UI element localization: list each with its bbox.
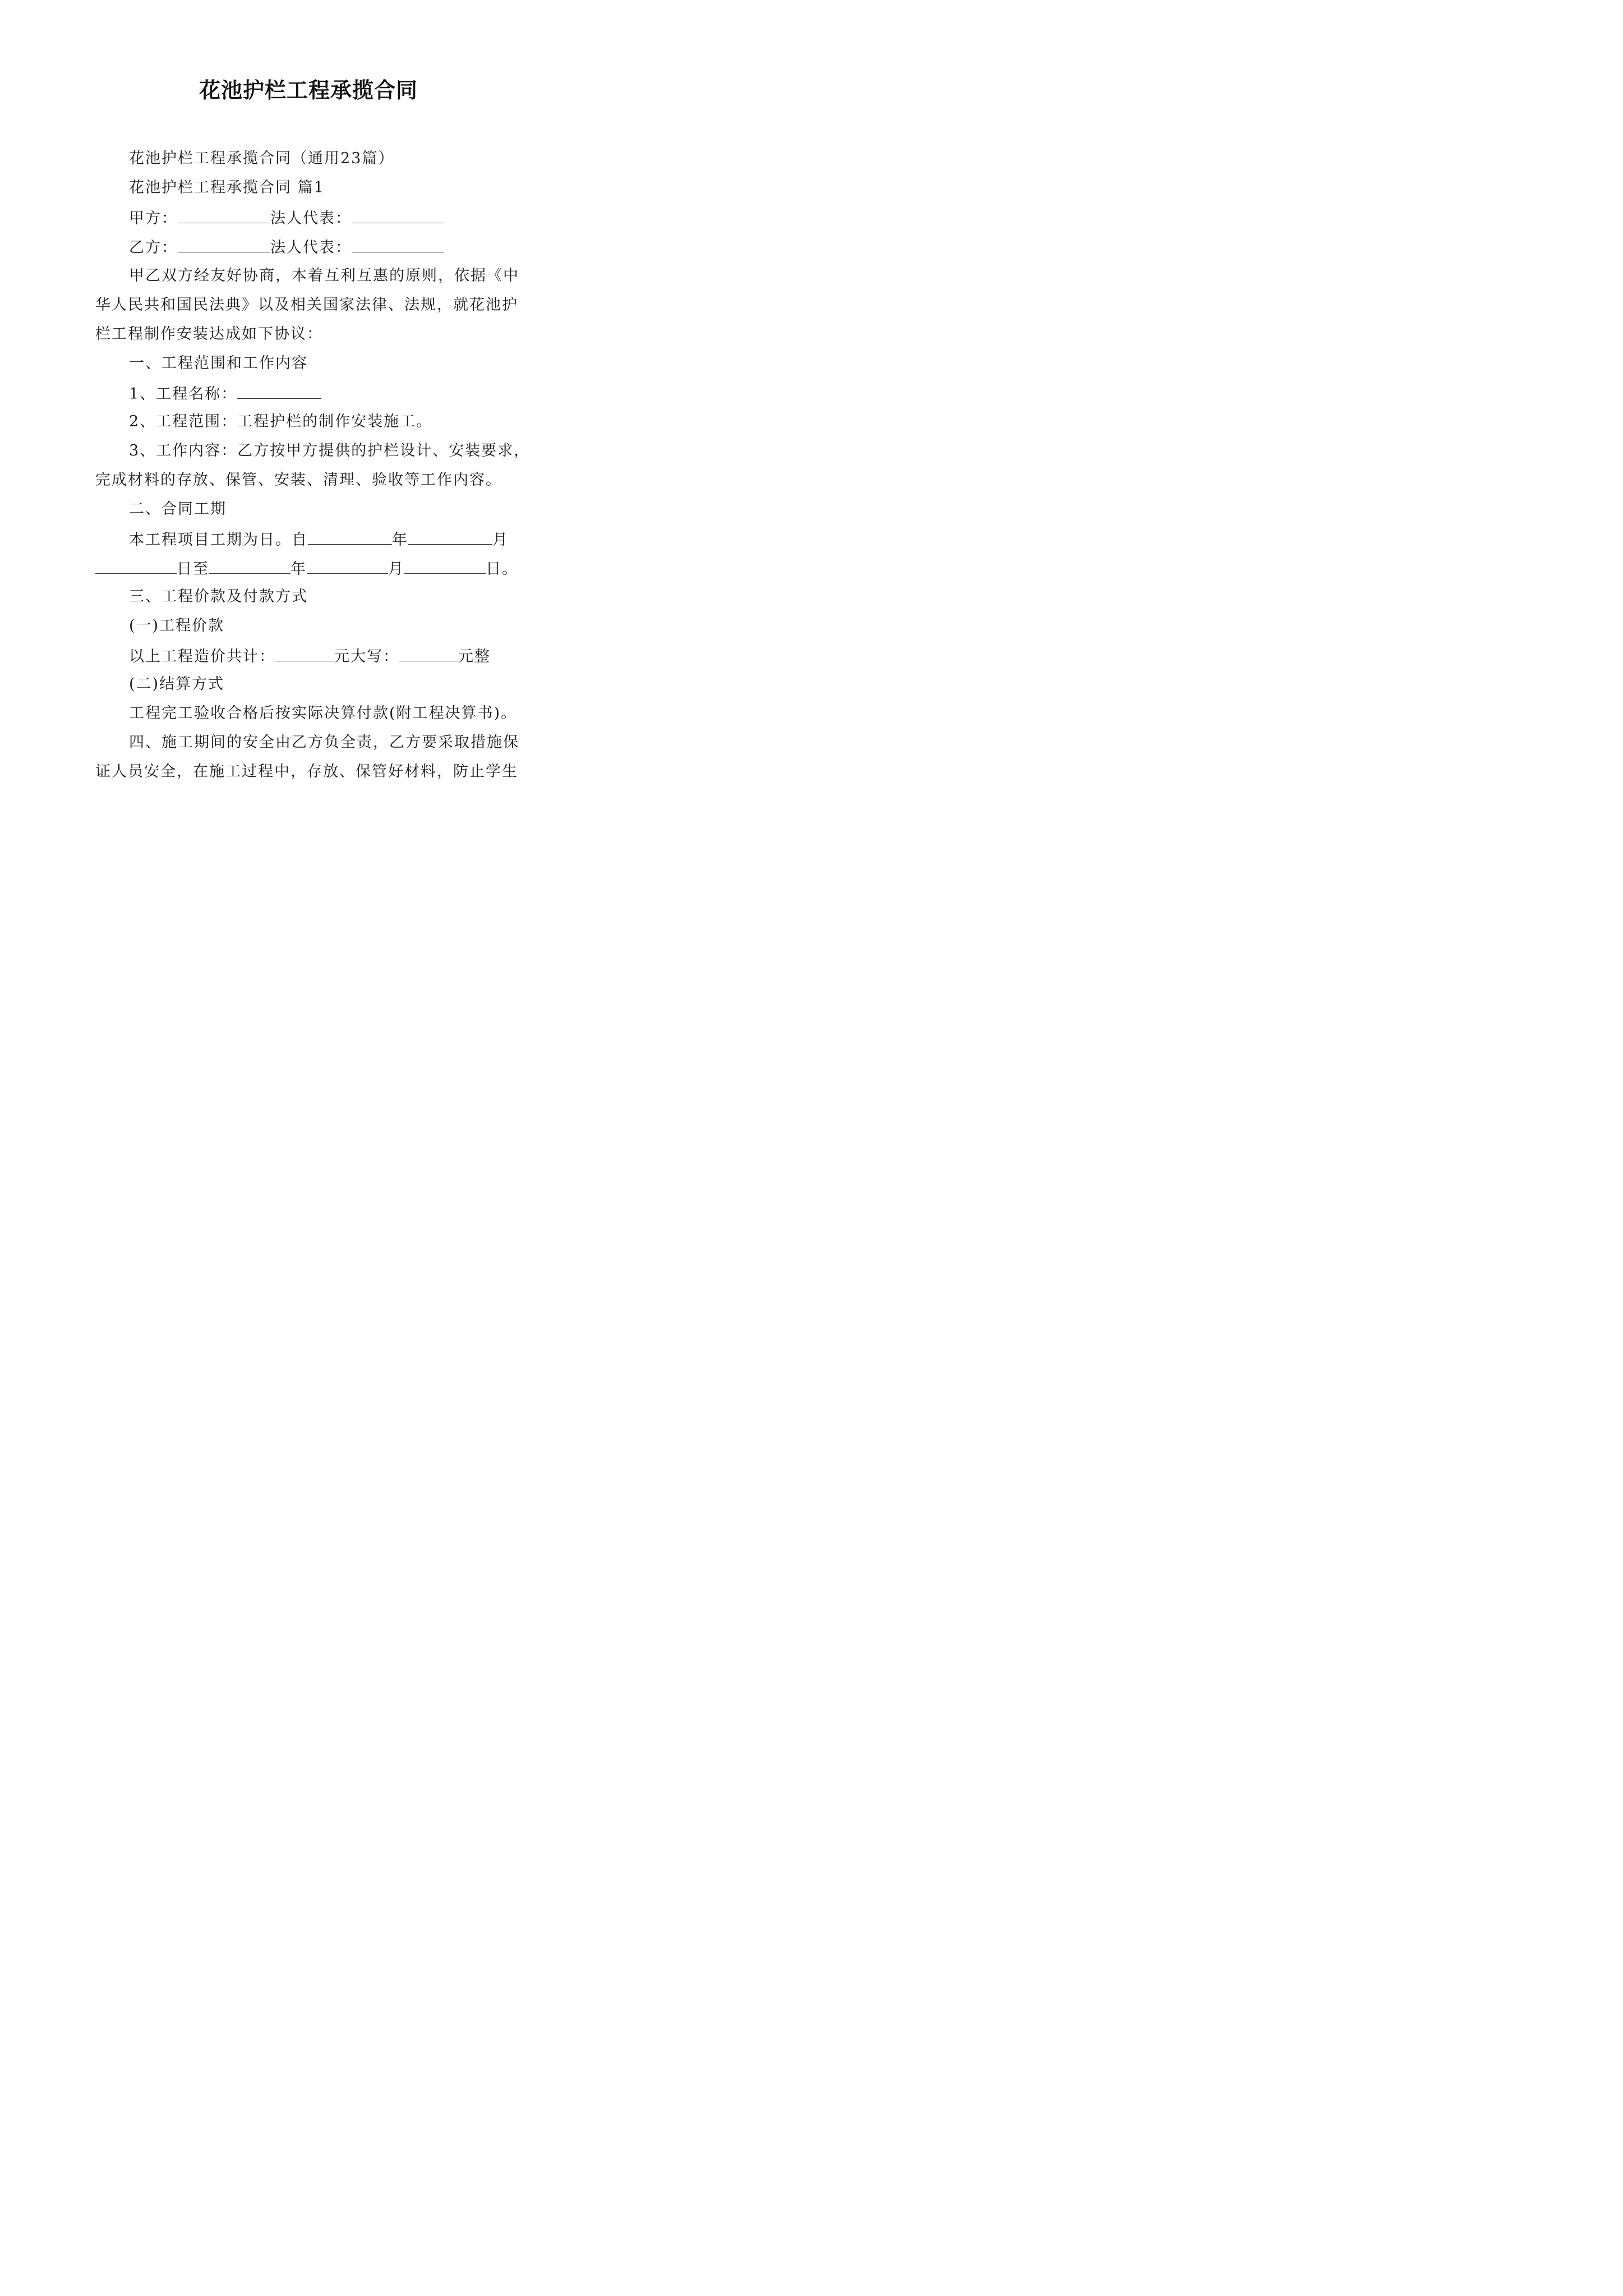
month-label-2: 月 bbox=[388, 560, 404, 578]
party-b-blank[interactable] bbox=[178, 235, 270, 252]
s1-item3-line-1: 3、工作内容：乙方按甲方提供的护栏设计、安装要求， bbox=[129, 442, 531, 459]
total-amount-blank[interactable] bbox=[275, 644, 334, 661]
end-month-blank[interactable] bbox=[307, 556, 388, 574]
party-b-line bbox=[129, 235, 444, 259]
intro-line-3: 栏工程制作安装达成如下协议： bbox=[95, 325, 323, 343]
party-a-line bbox=[129, 206, 444, 230]
s3-total-line bbox=[129, 644, 491, 668]
start-month-blank[interactable] bbox=[408, 527, 492, 545]
yuan-whole-label: 元整 bbox=[458, 648, 491, 665]
start-year-blank[interactable] bbox=[308, 527, 392, 545]
party-b-label: 乙方： bbox=[129, 239, 178, 256]
day-to-label: 日至 bbox=[177, 560, 209, 578]
end-day-blank[interactable] bbox=[404, 556, 486, 574]
month-label: 月 bbox=[492, 531, 509, 549]
section-heading: 花池护栏工程承揽合同 篇1 bbox=[129, 179, 325, 196]
s2-heading: 二、合同工期 bbox=[129, 500, 227, 518]
intro-line-2: 华人民共和国民法典》以及相关国家法律、法规，就花池护 bbox=[95, 296, 518, 314]
s1-heading: 一、工程范围和工作内容 bbox=[129, 355, 308, 372]
s2-period-line-2 bbox=[95, 556, 518, 581]
document-title: 花池护栏工程承揽合同 bbox=[199, 77, 418, 103]
s4-line-2: 证人员安全，在施工过程中，存放、保管好材料，防止学生 bbox=[95, 763, 518, 780]
document-page bbox=[0, 0, 617, 873]
s4-line-1: 四、施工期间的安全由乙方负全责，乙方要采取措施保 bbox=[129, 734, 519, 751]
s3-sub2: (二)结算方式 bbox=[129, 675, 225, 693]
project-name-label: 1、工程名称： bbox=[129, 385, 238, 403]
s2-period-line-1 bbox=[129, 527, 509, 551]
legal-rep-label-a: 法人代表： bbox=[270, 210, 352, 227]
project-name-blank[interactable] bbox=[237, 381, 321, 399]
party-a-label: 甲方： bbox=[129, 210, 178, 227]
yuan-upper-label: 元大写： bbox=[334, 648, 399, 665]
s3-settlement: 工程完工验收合格后按实际决算付款(附工程决算书)。 bbox=[129, 705, 518, 722]
s3-sub1: (一)工程价款 bbox=[129, 617, 225, 634]
total-upper-blank[interactable] bbox=[399, 644, 458, 661]
total-label: 以上工程造价共计： bbox=[129, 648, 275, 665]
year-label: 年 bbox=[392, 531, 408, 549]
party-a-blank[interactable] bbox=[178, 206, 270, 223]
intro-line-1: 甲乙双方经友好协商，本着互利互惠的原则，依据《中 bbox=[129, 267, 519, 284]
s3-heading: 三、工程价款及付款方式 bbox=[129, 588, 308, 605]
period-prefix: 本工程项目工期为日。自 bbox=[129, 531, 308, 549]
legal-rep-label-b: 法人代表： bbox=[270, 239, 352, 256]
s1-item2: 2、工程范围：工程护栏的制作安装施工。 bbox=[129, 413, 433, 430]
start-day-blank[interactable] bbox=[95, 556, 177, 574]
document-subtitle: 花池护栏工程承揽合同（通用23篇） bbox=[129, 150, 395, 167]
day-end-label: 日。 bbox=[486, 560, 518, 578]
legal-rep-b-blank[interactable] bbox=[352, 235, 444, 252]
legal-rep-a-blank[interactable] bbox=[352, 206, 444, 223]
year-label-2: 年 bbox=[291, 560, 307, 578]
s1-item1-line bbox=[129, 381, 321, 406]
end-year-blank[interactable] bbox=[209, 556, 291, 574]
s1-item3-line-2: 完成材料的存放、保管、安装、清理、验收等工作内容。 bbox=[95, 471, 502, 489]
